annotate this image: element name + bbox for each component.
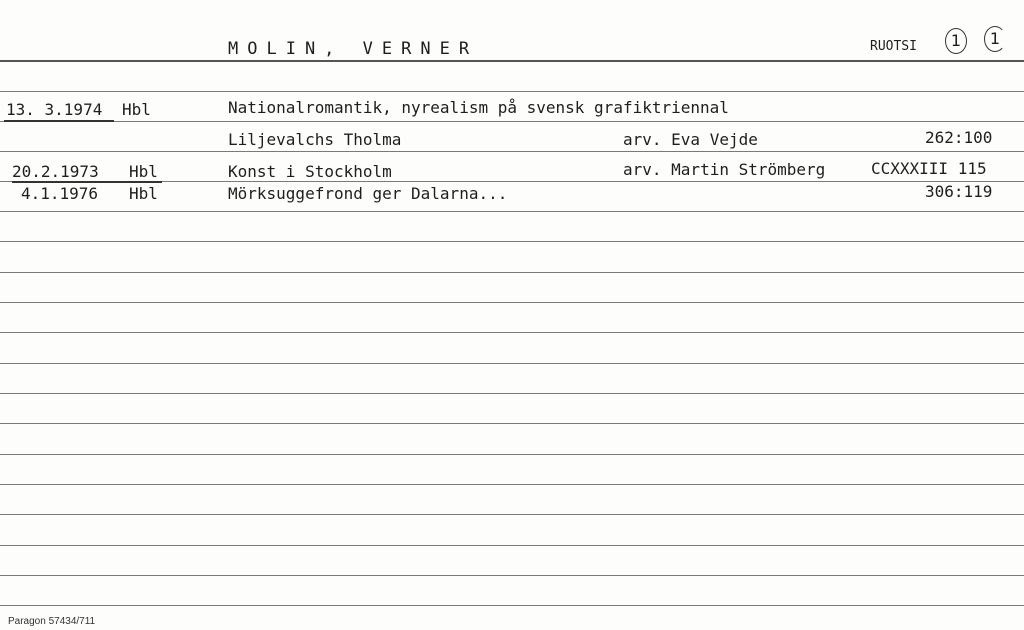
entry-title: Mörksuggefrond ger Dalarna... bbox=[228, 184, 508, 203]
rule bbox=[0, 393, 1024, 394]
rule bbox=[0, 575, 1024, 576]
rule bbox=[0, 151, 1024, 152]
rule bbox=[0, 272, 1024, 273]
entry-source: Hbl bbox=[122, 100, 151, 119]
printer-imprint: Paragon 57434/711 bbox=[8, 616, 96, 627]
rule bbox=[0, 121, 1024, 122]
rule bbox=[0, 91, 1024, 92]
entry-reviewer: arv. Eva Vejde bbox=[623, 130, 758, 149]
rule bbox=[0, 332, 1024, 333]
entry-title: Nationalromantik, nyrealism på svensk grafiktriennal bbox=[228, 98, 729, 117]
date-underline bbox=[12, 181, 162, 183]
rule bbox=[0, 605, 1024, 606]
date-underline bbox=[4, 120, 114, 122]
rule bbox=[0, 363, 1024, 364]
rule bbox=[0, 484, 1024, 485]
entry-source: Hbl bbox=[129, 162, 158, 181]
entry-date: 20.2.1973 bbox=[12, 162, 99, 181]
rule bbox=[0, 241, 1024, 242]
card-number-mark: 1 bbox=[945, 28, 967, 54]
entry-date: 13. 3.1974 bbox=[6, 100, 103, 119]
entry-reviewer: arv. Martin Strömberg bbox=[623, 160, 826, 179]
entry-ref: 262:100 bbox=[925, 128, 993, 147]
entry-ref: CCXXXIII 115 bbox=[871, 159, 987, 178]
card-name: MOLIN, VERNER bbox=[228, 39, 479, 59]
card-total-mark: 1 bbox=[984, 26, 1006, 52]
entry-date: 4.1.1976 bbox=[21, 184, 99, 203]
rule bbox=[0, 211, 1024, 212]
entry-source: Hbl bbox=[129, 184, 158, 203]
entry-subtitle: Liljevalchs Tholma bbox=[228, 130, 402, 149]
rule bbox=[0, 514, 1024, 515]
country-label: RUOTSI bbox=[870, 39, 917, 54]
rule bbox=[0, 302, 1024, 303]
rule bbox=[0, 545, 1024, 546]
entry-title: Konst i Stockholm bbox=[228, 162, 392, 181]
header-rule bbox=[0, 60, 1024, 62]
rule bbox=[0, 454, 1024, 455]
entry-ref: 306:119 bbox=[925, 182, 993, 201]
rule bbox=[0, 423, 1024, 424]
